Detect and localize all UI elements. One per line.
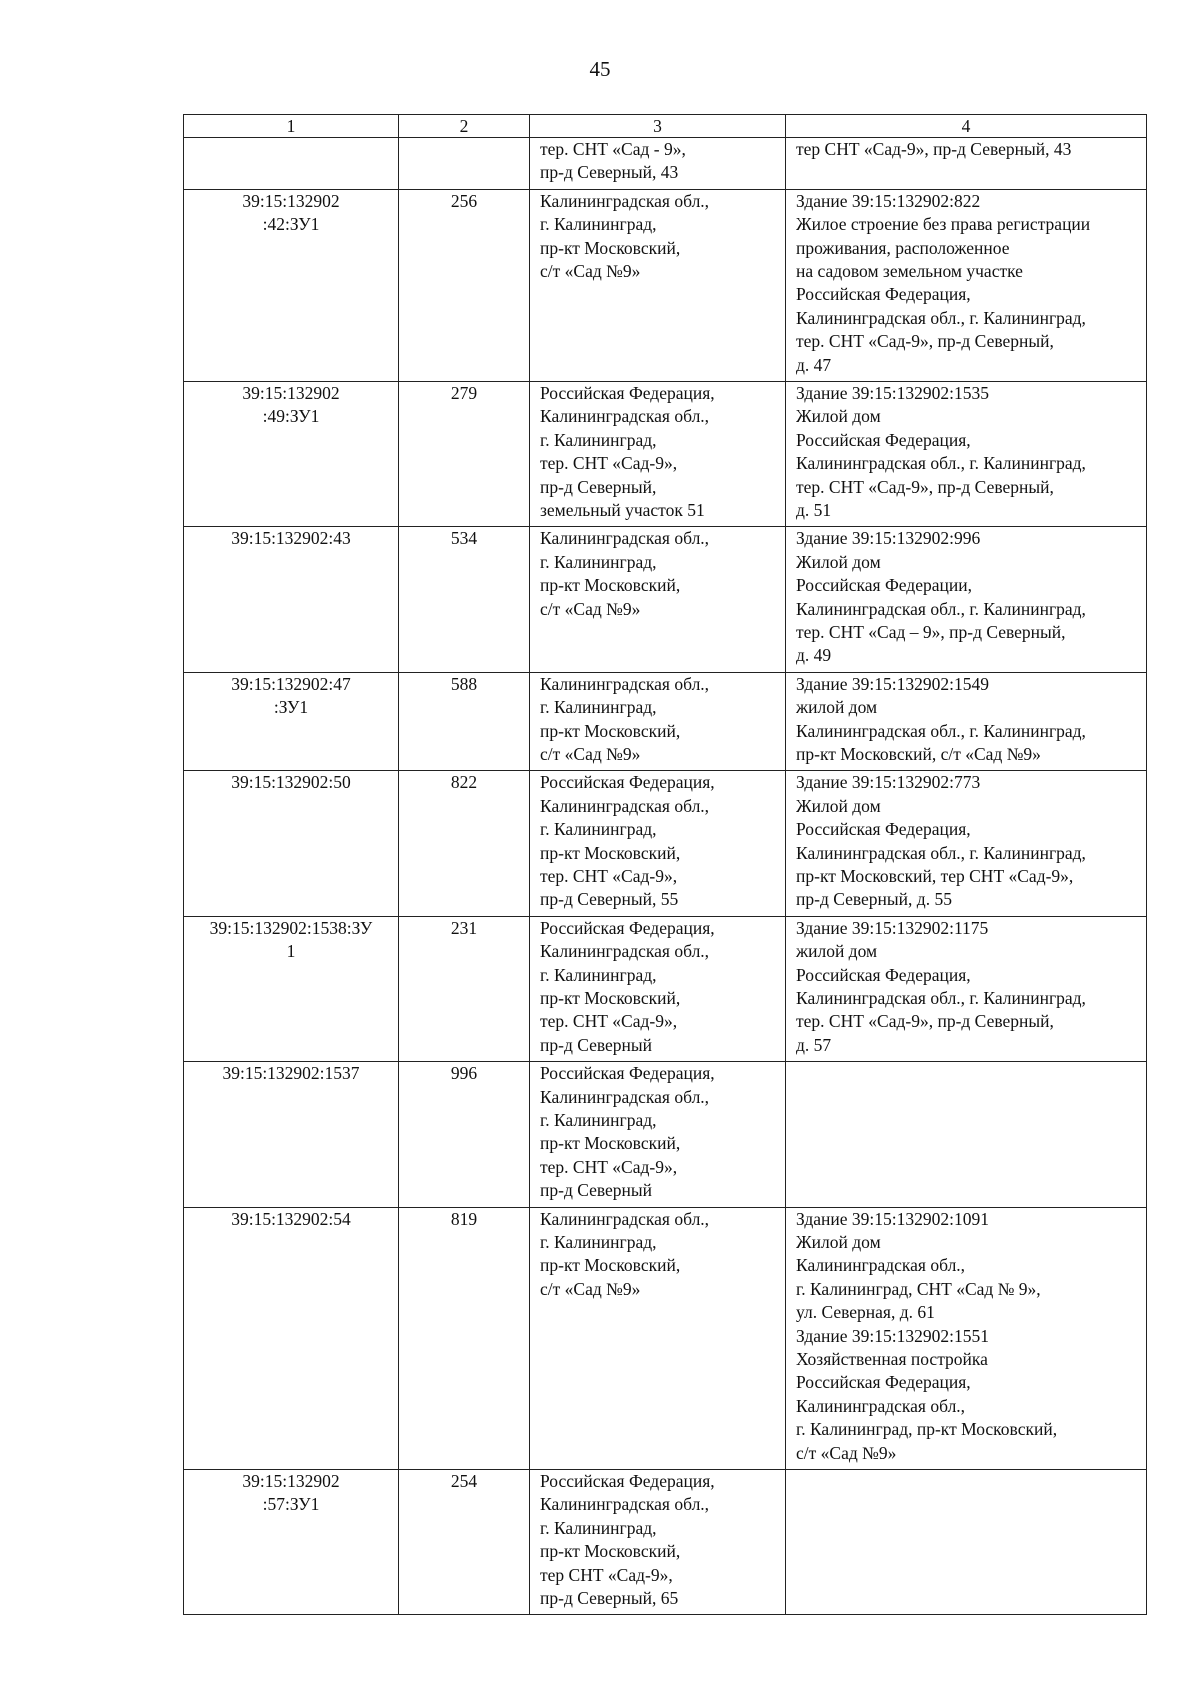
address-line: пр-кт Московский, — [540, 575, 681, 596]
building-info-line: Жилой дом — [796, 795, 881, 816]
building-info-line: Здание 39:15:132902:822 — [796, 190, 981, 211]
cadastral-number-cell — [184, 381, 399, 526]
building-info-line: жилой дом — [796, 697, 878, 718]
address-line: пр-д Северный — [540, 1034, 653, 1055]
building-info-line: Калининградская обл., г. Калининград, — [796, 987, 1086, 1008]
table-row — [184, 1207, 1147, 1469]
building-info-cell — [786, 1469, 1147, 1614]
cadastral-number-line: 1 — [286, 941, 296, 962]
address-line: с/т «Сад №9» — [540, 261, 641, 282]
table-row — [184, 672, 1147, 771]
building-info-line: пр-кт Московский, с/т «Сад №9» — [796, 743, 1041, 764]
address-line: пр-д Северный, 43 — [540, 162, 679, 183]
area-cell — [399, 138, 530, 190]
cadastral-number-cell — [184, 672, 399, 771]
building-info-line: Хозяйственная постройка — [796, 1348, 988, 1369]
building-info-line: на садовом земельном участке — [796, 261, 1023, 282]
building-info-cell — [786, 381, 1147, 526]
address-line: пр-кт Московский, — [540, 987, 681, 1008]
building-info-line: Калининградская обл., — [796, 1395, 966, 1416]
address-line: с/т «Сад №9» — [540, 1278, 641, 1299]
address-line: Российская Федерация, — [540, 382, 715, 403]
address-line: пр-кт Московский, — [540, 1255, 681, 1276]
building-info-line: Здание 39:15:132902:996 — [796, 528, 981, 549]
area-cell — [399, 1469, 530, 1614]
address-line: пр-кт Московский, — [540, 1541, 681, 1562]
address-line: г. Калининград, — [540, 964, 657, 985]
building-info-cell — [786, 1062, 1147, 1207]
cadastral-number-cell — [184, 189, 399, 381]
cadastral-number-line: 39:15:132902 — [242, 190, 340, 211]
building-info-line: Калининградская обл., г. Калининград, — [796, 307, 1086, 328]
cadastral-number-cell — [184, 1062, 399, 1207]
building-info-line: Калининградская обл., г. Калининград, — [796, 720, 1086, 741]
area-value: 996 — [450, 1063, 478, 1084]
address-line: тер СНТ «Сад-9», — [540, 1564, 673, 1585]
area-cell — [399, 527, 530, 672]
cadastral-number-cell — [184, 1207, 399, 1469]
table-row — [184, 138, 1147, 190]
building-info-line: Российская Федерация, — [796, 429, 971, 450]
cadastral-number-cell — [184, 916, 399, 1061]
building-info-line: Калининградская обл., г. Калининград, — [796, 842, 1086, 863]
building-info-line: Здание 39:15:132902:773 — [796, 772, 981, 793]
area-value: 256 — [450, 190, 478, 211]
address-line: пр-д Северный — [540, 1180, 653, 1201]
land-plots-table — [183, 114, 1147, 1615]
address-line: г. Калининград, — [540, 429, 657, 450]
address-line: г. Калининград, — [540, 819, 657, 840]
address-line: Российская Федерация, — [540, 772, 715, 793]
building-info-line: д. 57 — [796, 1034, 832, 1055]
address-line: пр-кт Московский, — [540, 1133, 681, 1154]
address-line: пр-д Северный, 55 — [540, 889, 679, 910]
building-info-line: Российская Федерация, — [796, 1372, 971, 1393]
address-line: Калининградская обл., — [540, 1086, 710, 1107]
address-cell — [530, 381, 786, 526]
address-line: Калининградская обл., — [540, 1208, 710, 1229]
building-info-cell — [786, 527, 1147, 672]
building-info-line: д. 51 — [796, 500, 832, 521]
area-value: 534 — [450, 528, 478, 549]
cadastral-number-line: :ЗУ1 — [273, 697, 309, 718]
building-info-line: Жилой дом — [796, 1231, 881, 1252]
cadastral-number-line: 39:15:132902:1538:ЗУ — [209, 917, 373, 938]
header-cell-1: 1 — [184, 115, 399, 138]
area-cell — [399, 916, 530, 1061]
cadastral-number-line: :42:ЗУ1 — [262, 214, 320, 235]
address-line: тер. СНТ «Сад-9», — [540, 865, 678, 886]
area-value: 819 — [450, 1208, 478, 1229]
address-line: пр-д Северный, 65 — [540, 1587, 679, 1608]
address-line: с/т «Сад №9» — [540, 598, 641, 619]
header-cell-4: 4 — [786, 115, 1147, 138]
building-info-line: с/т «Сад №9» — [796, 1442, 897, 1463]
building-info-line: пр-кт Московский, тер СНТ «Сад-9», — [796, 865, 1074, 886]
address-cell — [530, 1207, 786, 1469]
address-line: Калининградская обл., — [540, 673, 710, 694]
address-line: пр-кт Московский, — [540, 842, 681, 863]
header-cell-2: 2 — [399, 115, 530, 138]
cadastral-number-line: :57:ЗУ1 — [262, 1494, 320, 1515]
area-cell — [399, 381, 530, 526]
table-row — [184, 189, 1147, 381]
building-info-line: пр-д Северный, д. 55 — [796, 889, 952, 910]
building-info-line: тер. СНТ «Сад – 9», пр-д Северный, — [796, 622, 1066, 642]
address-line: г. Калининград, — [540, 1517, 657, 1538]
building-info-line: жилой дом — [796, 941, 878, 962]
building-info-line: Калининградская обл., г. Калининград, — [796, 453, 1086, 474]
table-row — [184, 381, 1147, 526]
address-line: тер. СНТ «Сад-9», — [540, 1011, 678, 1032]
building-info-line: Жилой дом — [796, 406, 881, 427]
building-info-cell — [786, 189, 1147, 381]
table-row — [184, 527, 1147, 672]
address-cell — [530, 1469, 786, 1614]
cadastral-number-line: 39:15:132902:1537 — [222, 1063, 360, 1084]
building-info-line: г. Калининград, СНТ «Сад № 9», — [796, 1278, 1041, 1299]
building-info-line: Калининградская обл., — [796, 1255, 966, 1276]
building-info-line: Российская Федерация, — [796, 284, 971, 305]
table-row — [184, 771, 1147, 916]
building-info-line: Здание 39:15:132902:1535 — [796, 382, 989, 403]
address-line: Российская Федерация, — [540, 917, 715, 938]
address-line: пр-кт Московский, — [540, 237, 681, 258]
address-line: г. Калининград, — [540, 551, 657, 572]
building-info-cell — [786, 672, 1147, 771]
address-line: тер. СНТ «Сад - 9», — [540, 139, 686, 159]
address-line: с/т «Сад №9» — [540, 743, 641, 764]
building-info-line: Здание 39:15:132902:1175 — [796, 917, 989, 938]
building-info-line: Здание 39:15:132902:1091 — [796, 1208, 989, 1229]
address-line: Российская Федерация, — [540, 1063, 715, 1084]
area-cell — [399, 1207, 530, 1469]
area-cell — [399, 771, 530, 916]
building-info-line: д. 47 — [796, 354, 832, 375]
cadastral-number-line: 39:15:132902 — [242, 1470, 340, 1491]
address-line: Калининградская обл., — [540, 528, 710, 549]
address-line: Калининградская обл., — [540, 190, 710, 211]
area-value: 588 — [450, 673, 478, 694]
building-info-line: тер СНТ «Сад-9», пр-д Северный, 43 — [796, 139, 1072, 159]
table-header-row — [184, 115, 1147, 138]
area-value: 231 — [450, 917, 478, 938]
building-info-cell — [786, 1207, 1147, 1469]
building-info-line: Жилое строение без права регистрации — [796, 214, 1091, 235]
header-cell-3: 3 — [530, 115, 786, 138]
cadastral-number-line: 39:15:132902:43 — [231, 528, 351, 549]
address-cell — [530, 189, 786, 381]
table-row — [184, 1062, 1147, 1207]
address-line: г. Калининград, — [540, 1231, 657, 1252]
building-info-line: Здание 39:15:132902:1549 — [796, 673, 989, 694]
address-line: пр-д Северный, — [540, 476, 657, 497]
address-cell — [530, 138, 786, 190]
building-info-line: г. Калининград, пр-кт Московский, — [796, 1419, 1058, 1440]
building-info-line: проживания, расположенное — [796, 237, 1010, 258]
building-info-line: д. 49 — [796, 645, 832, 666]
building-info-line: Жилой дом — [796, 551, 881, 572]
address-line: Калининградская обл., — [540, 941, 710, 962]
address-line: тер. СНТ «Сад-9», — [540, 453, 678, 474]
address-line: г. Калининград, — [540, 214, 657, 235]
building-info-cell — [786, 138, 1147, 190]
area-value: 254 — [450, 1470, 478, 1491]
address-line: земельный участок 51 — [540, 500, 705, 521]
address-line: Калининградская обл., — [540, 1494, 710, 1515]
building-info-line: Российская Федерации, — [796, 575, 972, 596]
area-value: 822 — [450, 772, 478, 793]
address-line: Калининградская обл., — [540, 406, 710, 427]
area-cell — [399, 1062, 530, 1207]
cadastral-number-cell — [184, 1469, 399, 1614]
area-cell — [399, 189, 530, 381]
address-line: г. Калининград, — [540, 697, 657, 718]
address-cell — [530, 916, 786, 1061]
cadastral-number-cell — [184, 138, 399, 190]
building-info-line: тер. СНТ «Сад-9», пр-д Северный, — [796, 331, 1054, 352]
building-info-line: тер. СНТ «Сад-9», пр-д Северный, — [796, 476, 1054, 497]
address-cell — [530, 771, 786, 916]
building-info-line: Здание 39:15:132902:1551 — [796, 1325, 989, 1346]
address-line: пр-кт Московский, — [540, 720, 681, 741]
cadastral-number-cell — [184, 771, 399, 916]
table-row — [184, 916, 1147, 1061]
cadastral-number-cell — [184, 527, 399, 672]
area-value: 279 — [450, 382, 478, 403]
page-number: 45 — [589, 57, 611, 81]
cadastral-number-line: 39:15:132902 — [242, 382, 340, 403]
address-cell — [530, 672, 786, 771]
building-info-line: Калининградская обл., г. Калининград, — [796, 598, 1086, 619]
table-row — [184, 1469, 1147, 1614]
address-cell — [530, 1062, 786, 1207]
building-info-line: Российская Федерация, — [796, 964, 971, 985]
address-line: Российская Федерация, — [540, 1470, 715, 1491]
cadastral-number-line: 39:15:132902:50 — [231, 772, 351, 793]
address-line: тер. СНТ «Сад-9», — [540, 1156, 678, 1177]
building-info-line: Российская Федерация, — [796, 819, 971, 840]
address-cell — [530, 527, 786, 672]
address-line: г. Калининград, — [540, 1109, 657, 1130]
address-line: Калининградская обл., — [540, 795, 710, 816]
building-info-line: ул. Северная, д. 61 — [796, 1302, 935, 1323]
cadastral-number-line: 39:15:132902:54 — [231, 1208, 351, 1229]
building-info-cell — [786, 771, 1147, 916]
area-cell — [399, 672, 530, 771]
cadastral-number-line: :49:ЗУ1 — [262, 406, 320, 427]
building-info-line: тер. СНТ «Сад-9», пр-д Северный, — [796, 1011, 1054, 1032]
building-info-cell — [786, 916, 1147, 1061]
cadastral-number-line: 39:15:132902:47 — [231, 673, 351, 694]
